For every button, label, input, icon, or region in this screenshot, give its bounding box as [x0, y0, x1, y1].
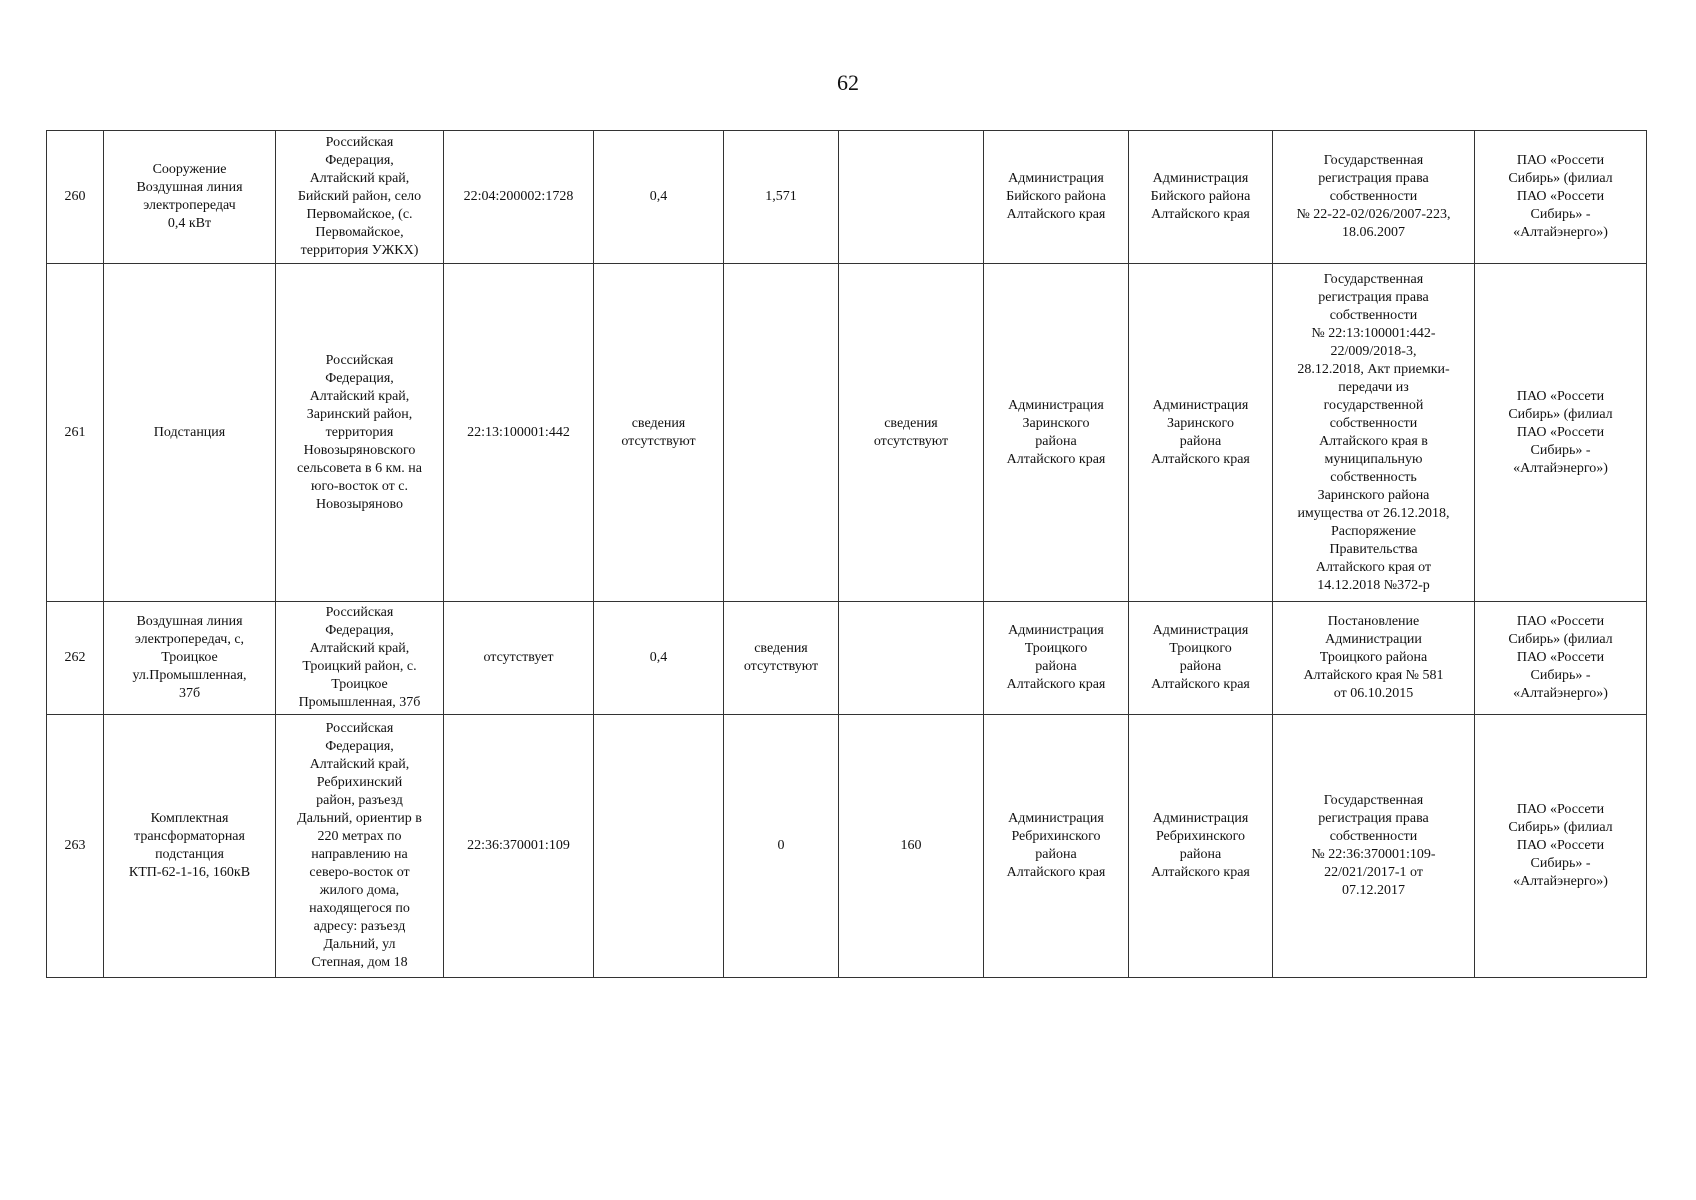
holder-cell: Администрация Троицкого района Алтайского края: [984, 602, 1129, 715]
owner-cell: Администрация Заринского района Алтайского края: [1129, 264, 1273, 602]
object-address: Российская Федерация, Алтайский край, Ребрихинский район, разъезд Дальний, ориентир в 220 метрах по направлению на северо-восток от жилого дома, находящегося по адресу: разъезд Дальний, ул Степная, дом 18: [276, 715, 444, 978]
owner-cell: Администрация Ребрихинского района Алтайского края: [1129, 715, 1273, 978]
characteristic-cell: [594, 715, 724, 978]
table-row: [47, 602, 1647, 715]
table-row: [47, 264, 1647, 602]
characteristic-cell: 0: [724, 715, 839, 978]
cadastral-number: 22:13:100001:442: [444, 264, 594, 602]
object-name: Сооружение Воздушная линия электропередач 0,4 кВт: [104, 131, 276, 264]
characteristic-cell: 160: [839, 715, 984, 978]
object-name: Комплектная трансформаторная подстанция КТП-62-1-16, 160кВ: [104, 715, 276, 978]
object-name: Подстанция: [104, 264, 276, 602]
recipient-cell: ПАО «Россети Сибирь» (филиал ПАО «Россети Сибирь» - «Алтайэнерго»): [1475, 602, 1647, 715]
row-number: 263: [47, 715, 104, 978]
holder-cell: Администрация Бийского района Алтайского края: [984, 131, 1129, 264]
object-address: Российская Федерация, Алтайский край, Заринский район, территория Новозыряновского сельсовета в 6 км. на юго-восток от с. Новозыряново: [276, 264, 444, 602]
basis-cell: Государственная регистрация права собственности № 22:36:370001:109- 22/021/2017-1 от 07.12.2017: [1273, 715, 1475, 978]
recipient-cell: ПАО «Россети Сибирь» (филиал ПАО «Россети Сибирь» - «Алтайэнерго»): [1475, 264, 1647, 602]
recipient-cell: ПАО «Россети Сибирь» (филиал ПАО «Россети Сибирь» - «Алтайэнерго»): [1475, 715, 1647, 978]
basis-cell: Государственная регистрация права собственности № 22-22-02/026/2007-223, 18.06.2007: [1273, 131, 1475, 264]
recipient-cell: ПАО «Россети Сибирь» (филиал ПАО «Россети Сибирь» - «Алтайэнерго»): [1475, 131, 1647, 264]
basis-cell: Постановление Администрации Троицкого района Алтайского края № 581 от 06.10.2015: [1273, 602, 1475, 715]
basis-cell: Государственная регистрация права собственности № 22:13:100001:442- 22/009/2018-3, 28.12.2018, Акт приемки- передачи из государственной собственности Алтайского края в муниципальную собственность Заринского района имущества от 26.12.2018, Распоряжение Правительства Алтайского края от 14.12.2018 №372-р: [1273, 264, 1475, 602]
holder-cell: Администрация Заринского района Алтайского края: [984, 264, 1129, 602]
object-address: Российская Федерация, Алтайский край, Бийский район, село Первомайское, (с. Первомайское, территория УЖКХ): [276, 131, 444, 264]
characteristic-cell: [839, 602, 984, 715]
table-row: [47, 715, 1647, 978]
cadastral-number: отсутствует: [444, 602, 594, 715]
characteristic-cell: 1,571: [724, 131, 839, 264]
table-row: [47, 131, 1647, 264]
characteristic-cell: сведения отсутствуют: [839, 264, 984, 602]
object-name: Воздушная линия электропередач, с, Троицкое ул.Промышленная, 37б: [104, 602, 276, 715]
characteristic-cell: сведения отсутствуют: [594, 264, 724, 602]
row-number: 262: [47, 602, 104, 715]
owner-cell: Администрация Троицкого района Алтайского края: [1129, 602, 1273, 715]
cadastral-number: 22:36:370001:109: [444, 715, 594, 978]
characteristic-cell: [839, 131, 984, 264]
row-number: 260: [47, 131, 104, 264]
owner-cell: Администрация Бийского района Алтайского края: [1129, 131, 1273, 264]
property-registry-table: [46, 130, 1647, 978]
row-number: 261: [47, 264, 104, 602]
characteristic-cell: [724, 264, 839, 602]
characteristic-cell: сведения отсутствуют: [724, 602, 839, 715]
object-address: Российская Федерация, Алтайский край, Троицкий район, с. Троицкое Промышленная, 37б: [276, 602, 444, 715]
holder-cell: Администрация Ребрихинского района Алтайского края: [984, 715, 1129, 978]
page-number: 62: [837, 70, 859, 95]
characteristic-cell: 0,4: [594, 602, 724, 715]
characteristic-cell: 0,4: [594, 131, 724, 264]
cadastral-number: 22:04:200002:1728: [444, 131, 594, 264]
